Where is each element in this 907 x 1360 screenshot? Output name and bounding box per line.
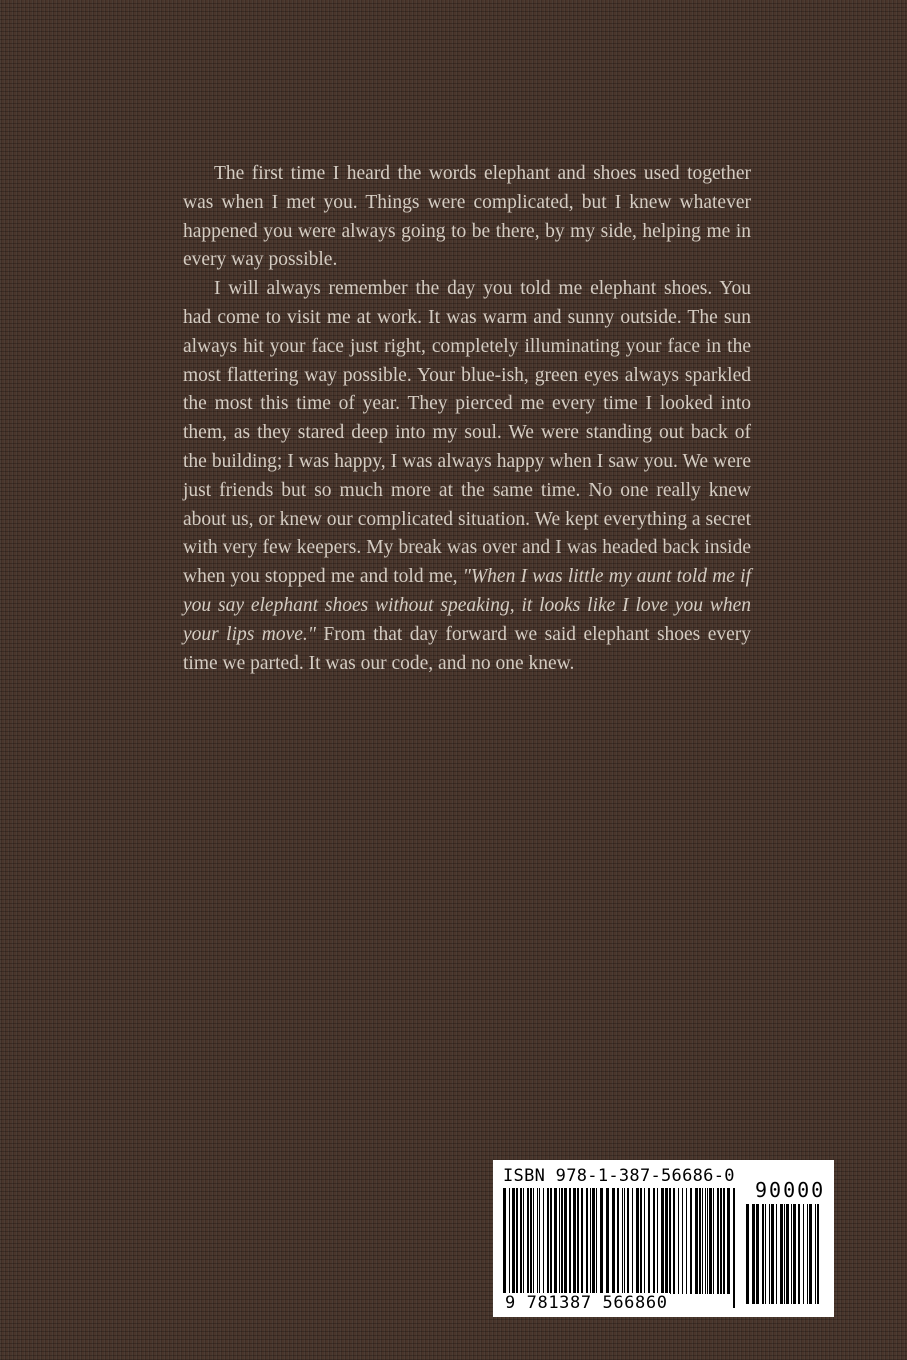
barcode-bar <box>669 1188 671 1294</box>
price-addon-code: 90000 <box>755 1178 826 1202</box>
barcode-bar <box>695 1188 698 1294</box>
barcode-bar <box>678 1188 679 1294</box>
barcode-bar <box>733 1188 735 1308</box>
barcode-bar <box>762 1204 764 1304</box>
barcode-bar <box>596 1188 597 1294</box>
back-cover-text <box>183 160 751 678</box>
isbn-label: ISBN 978-1-387-56686-0 <box>503 1166 735 1186</box>
barcode-bar <box>752 1204 755 1304</box>
barcode-bar <box>533 1188 534 1294</box>
barcode-bar <box>690 1188 692 1294</box>
ean-digits: 9 781387 566860 <box>505 1293 668 1313</box>
barcode-bar <box>723 1188 725 1294</box>
barcode-bar <box>586 1188 588 1294</box>
barcode-bar <box>707 1188 708 1294</box>
barcode-bar <box>720 1188 722 1294</box>
barcode-bar <box>554 1188 557 1294</box>
barcode-bar <box>606 1188 609 1294</box>
barcode-bar <box>600 1188 603 1294</box>
barcode-bar <box>624 1188 625 1308</box>
barcode-bar <box>793 1204 796 1304</box>
barcode-bar <box>702 1188 703 1294</box>
barcode-bar <box>807 1204 808 1304</box>
barcode-bar <box>780 1204 783 1304</box>
barcode-bar <box>636 1188 639 1294</box>
barcode-bar <box>815 1204 816 1304</box>
barcode-bar <box>509 1188 510 1308</box>
ean-barcode-bars <box>503 1188 739 1308</box>
barcode-bar <box>632 1188 633 1294</box>
barcode-bar <box>653 1188 655 1294</box>
barcode-bar <box>622 1188 623 1308</box>
barcode-bar <box>699 1188 701 1294</box>
barcode-bar <box>516 1188 518 1294</box>
barcode-bar <box>817 1204 819 1304</box>
barcode-bar <box>803 1204 804 1304</box>
barcode-bar <box>569 1188 571 1294</box>
barcode-bar <box>705 1188 706 1294</box>
barcode-bar <box>727 1188 730 1294</box>
barcode-bar <box>612 1188 615 1294</box>
aunt-quote: "When I was little my aunt told me if you say elephant shoes without speaking, it looks like I love you when your lips move." <box>183 566 752 645</box>
barcode-bar <box>665 1188 668 1294</box>
barcode-bar <box>798 1204 800 1304</box>
barcode-bar <box>717 1188 719 1294</box>
barcode-bar <box>709 1188 712 1294</box>
barcode-bar <box>809 1204 812 1304</box>
barcode-bar <box>564 1188 567 1294</box>
barcode-bar <box>539 1188 540 1294</box>
barcode-bar <box>791 1204 792 1304</box>
addon-barcode-bars <box>746 1204 824 1304</box>
barcode-bar <box>520 1188 522 1294</box>
paragraph-2 <box>183 275 751 678</box>
isbn-barcode <box>493 1160 834 1317</box>
barcode-bar <box>581 1188 583 1294</box>
barcode-bar <box>550 1188 552 1294</box>
barcode-bar <box>577 1188 579 1294</box>
barcode-bar <box>713 1188 714 1294</box>
paragraph-2-end: From that day forward we said elephant shoes every time we parted. It was our code, and no one knew. <box>183 623 751 674</box>
barcode-bar <box>786 1204 789 1304</box>
barcode-bar <box>771 1204 774 1304</box>
barcode-bar <box>573 1188 576 1294</box>
barcode-bar <box>776 1204 777 1304</box>
barcode-bar <box>627 1188 629 1294</box>
barcode-bar <box>648 1188 650 1294</box>
barcode-bar <box>617 1188 619 1294</box>
barcode-bar <box>661 1188 664 1294</box>
barcode-bar <box>561 1188 563 1294</box>
barcode-bar <box>784 1204 785 1304</box>
paragraph-2-start: I will always remember the day you told me elephant shoes. You had come to visit me at work. It was warm and sunny outside. The sun always hit your face just right, completely illuminating your face in the most flattering way possible. Your blue-ish, green eyes always sparkled the most this time of year. They pierced me every time I looked into them, as they stared deep into my soul. We were standing out back of the building; I was happy, I was always happy when I saw you. We were just friends but so much more at the same time. No one really knew about us, or knew our complicated situation. We kept everything a secret with very few keepers. My break was over and I was headed back inside when you stopped me and told me, <box>183 278 751 588</box>
barcode-bar <box>592 1188 595 1294</box>
barcode-bar <box>769 1204 770 1304</box>
barcode-bar <box>746 1204 749 1304</box>
barcode-bar <box>590 1188 591 1294</box>
barcode-bar <box>523 1188 524 1294</box>
barcode-bar <box>547 1188 549 1294</box>
barcode-bar <box>543 1188 544 1294</box>
barcode-bar <box>682 1188 683 1294</box>
paragraph-1: The first time I heard the words elephant and shoes used together was when I met you. Things were complicated, but I knew whatever happened you were always going to be there, by my side, helping me in every way possible. <box>183 163 751 271</box>
barcode-bar <box>503 1188 506 1308</box>
barcode-bar <box>686 1188 687 1294</box>
barcode-bar <box>537 1188 538 1294</box>
barcode-bar <box>673 1188 675 1294</box>
barcode-bar <box>530 1188 532 1294</box>
barcode-bar <box>559 1188 560 1294</box>
barcode-bar <box>527 1188 529 1294</box>
barcode-bar <box>657 1188 658 1294</box>
barcode-bar <box>765 1204 766 1304</box>
barcode-bar <box>756 1204 759 1304</box>
barcode-bar <box>640 1188 642 1294</box>
barcode-bar <box>512 1188 515 1294</box>
barcode-bar <box>644 1188 645 1294</box>
